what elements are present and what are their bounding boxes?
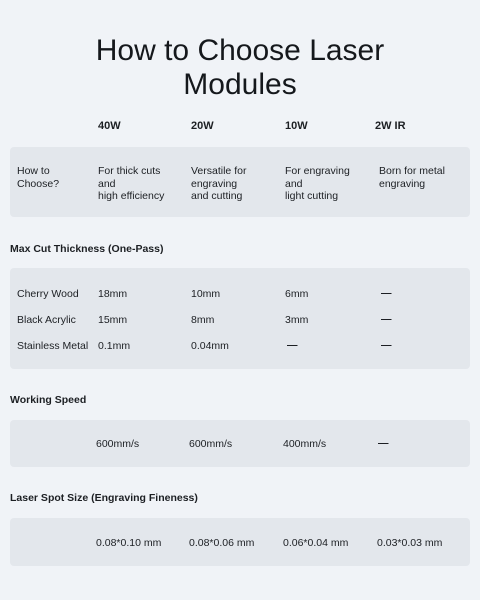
how-to-choose-10w	[285, 165, 350, 203]
max-cut-value: —	[287, 339, 298, 351]
page-title-line-1: How to Choose Laser	[95, 34, 385, 67]
working-speed-value: 600mm/s	[96, 438, 140, 450]
max-cut-value: —	[381, 313, 392, 325]
text-line: Born for metal	[379, 165, 445, 177]
working-speed-value: —	[378, 437, 389, 449]
text-line: light cutting	[285, 190, 339, 202]
max-cut-value: 3mm	[285, 314, 309, 326]
how-to-choose-panel	[10, 147, 470, 217]
max-cut-material: Stainless Metal	[17, 340, 89, 352]
spot-size-value: 0.06*0.04 mm	[283, 537, 349, 549]
working-speed-title: Working Speed	[10, 394, 87, 406]
max-cut-value: 18mm	[98, 288, 128, 300]
max-cut-title: Max Cut Thickness (One-Pass)	[10, 243, 164, 255]
how-to-choose-label-line-1: How to	[17, 165, 50, 177]
max-cut-value: —	[381, 339, 392, 351]
how-to-choose-label	[17, 165, 59, 190]
max-cut-value: 6mm	[285, 288, 309, 300]
page-title-line-2: Modules	[183, 68, 297, 101]
how-to-choose-20w	[191, 165, 246, 203]
how-to-choose-2w-ir	[379, 165, 445, 190]
text-line: and	[285, 177, 303, 190]
page-title	[0, 34, 480, 102]
text-line: For engraving	[285, 165, 350, 177]
max-cut-value: 10mm	[191, 288, 221, 300]
text-line: For thick cuts	[98, 165, 161, 177]
max-cut-panel	[10, 268, 470, 369]
max-cut-value: —	[381, 287, 392, 299]
max-cut-material: Cherry Wood	[17, 288, 79, 300]
spot-size-value: 0.08*0.06 mm	[189, 537, 255, 549]
text-line: and cutting	[191, 190, 243, 202]
how-to-choose-label-line-2: Choose?	[17, 177, 60, 190]
text-line: high efficiency	[98, 190, 165, 202]
column-header-10w: 10W	[285, 120, 308, 132]
column-header-20w: 20W	[191, 120, 214, 132]
text-line: engraving	[379, 177, 426, 190]
spot-size-value: 0.03*0.03 mm	[377, 537, 443, 549]
spot-size-title: Laser Spot Size (Engraving Fineness)	[10, 492, 198, 504]
column-header-2w-ir: 2W IR	[375, 120, 406, 132]
max-cut-value: 0.04mm	[191, 340, 229, 352]
working-speed-value: 400mm/s	[283, 438, 327, 450]
spot-size-panel	[10, 518, 470, 566]
max-cut-value: 15mm	[98, 314, 128, 326]
text-line: Versatile for	[191, 165, 247, 177]
column-header-40w: 40W	[98, 120, 121, 132]
spot-size-value: 0.08*0.10 mm	[96, 537, 162, 549]
max-cut-value: 0.1mm	[98, 340, 131, 352]
working-speed-value: 600mm/s	[189, 438, 233, 450]
max-cut-material: Black Acrylic	[17, 314, 76, 326]
how-to-choose-40w	[98, 165, 164, 203]
max-cut-value: 8mm	[191, 314, 215, 326]
text-line: and	[98, 177, 116, 190]
working-speed-panel	[10, 420, 470, 467]
text-line: engraving	[191, 177, 238, 190]
